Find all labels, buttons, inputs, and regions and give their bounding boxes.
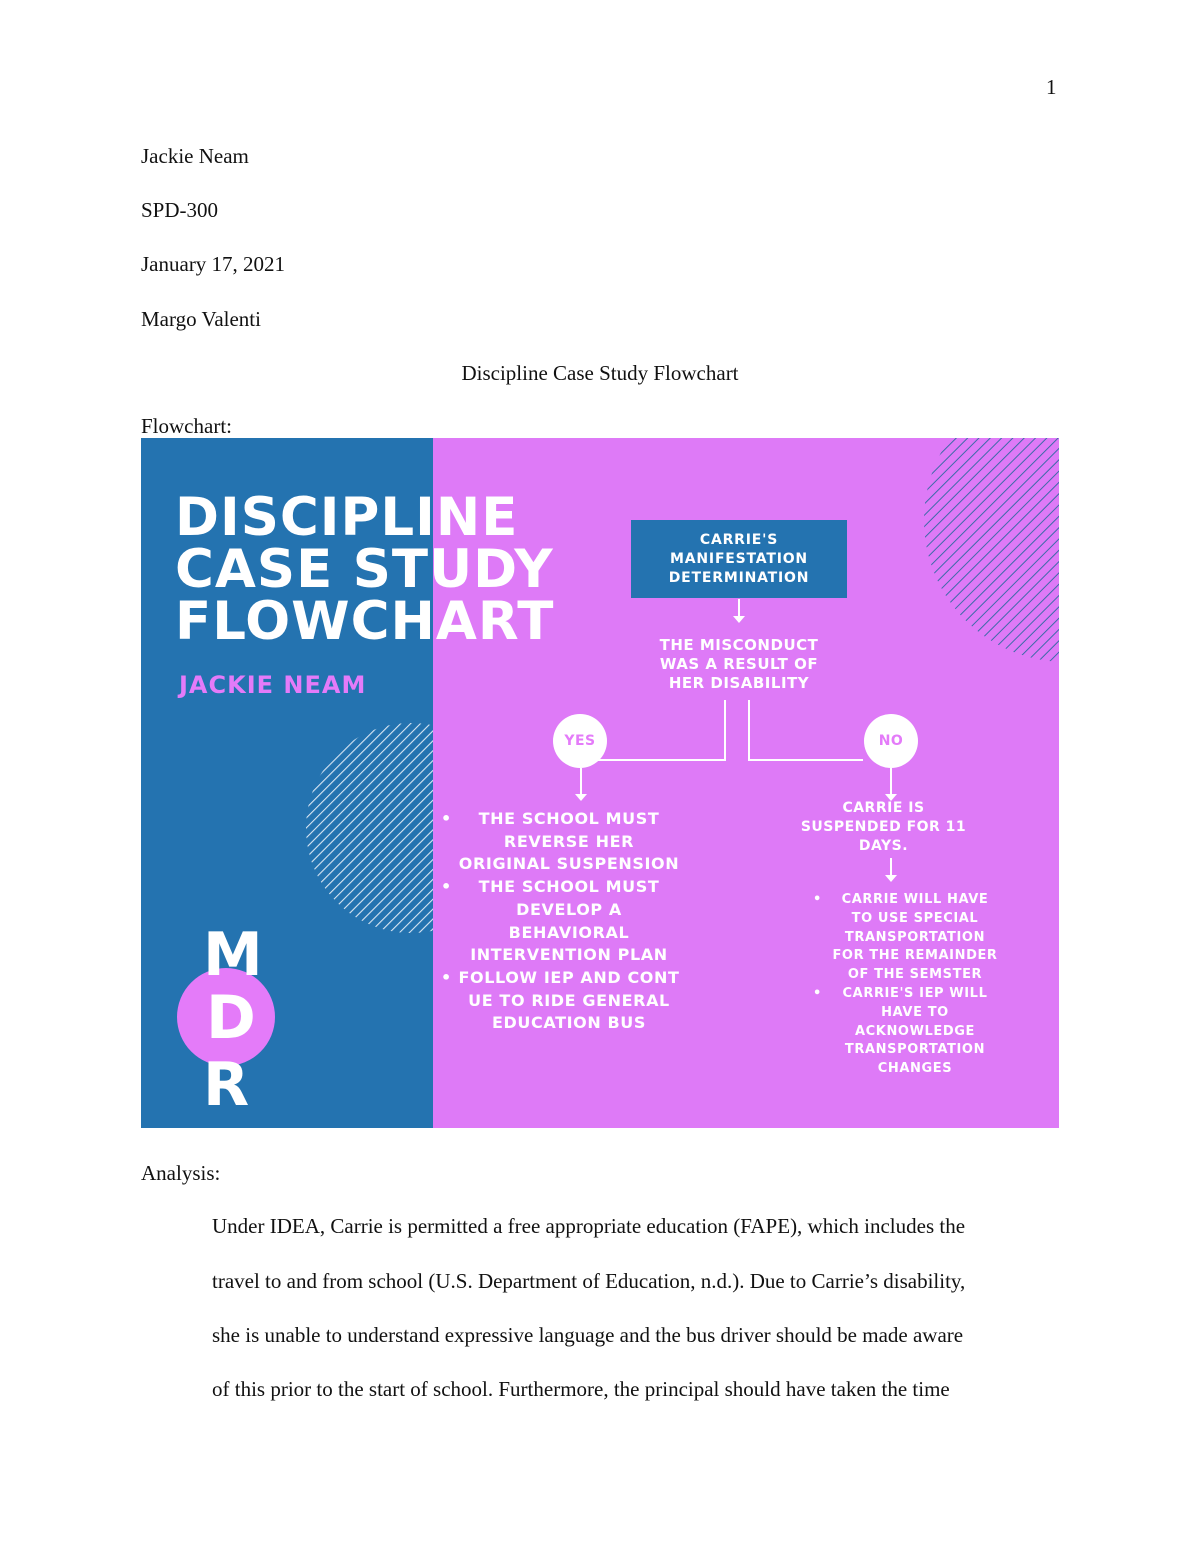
date: January 17, 2021: [141, 252, 286, 276]
connector-yes-horizontal: [580, 759, 726, 761]
no-outcome-item: • CARRIE'S IEP WILL HAVE TO ACKNOWLEDGE TRANSPORTATION CHANGES: [813, 985, 988, 1077]
analysis-line-2: travel to and from school (U.S. Department of Education, n.d.). Due to Carrie’s disability,: [212, 1269, 966, 1293]
question-text: THE MISCONDUCT WAS A RESULT OF HER DISABILITY: [659, 636, 819, 692]
course-code: SPD-300: [141, 198, 219, 222]
arrowhead-no-result: [885, 875, 897, 882]
manifestation-determination-box: [631, 520, 847, 598]
page-number: 1: [1046, 75, 1057, 99]
mdr-letter-r: R: [203, 1050, 250, 1120]
mdr-letter-m: M: [203, 920, 263, 990]
no-circle: NO: [864, 714, 918, 768]
no-outcome-text: CARRIE WILL HAVE TO USE SPECIAL TRANSPORTATION FOR THE REMAINDER OF THE SEMSTER: [832, 892, 998, 983]
hatch-circle-top-right: [924, 438, 1059, 662]
no-outcome-item: • CARRIE WILL HAVE TO USE SPECIAL TRANSPORTATION FOR THE REMAINDER OF THE SEMSTER: [813, 892, 998, 983]
flowchart-label: Flowchart:: [141, 414, 232, 438]
yes-outcomes-list: [441, 808, 681, 1035]
instructor-name: Margo Valenti: [141, 307, 261, 331]
graphic-author: JACKIE NEAM: [179, 671, 367, 699]
arrowhead-box: [733, 616, 745, 623]
author-name: Jackie Neam: [141, 144, 249, 168]
yes-outcome-text: THE SCHOOL MUST DEVELOP A BEHAVIORAL INTERVENTION PLAN: [470, 877, 668, 965]
graphic-title-line-2: CASE STUDY: [175, 539, 554, 600]
connector-no-vertical: [748, 700, 750, 761]
graphic-title-line-1: DISCIPLINE: [175, 487, 519, 548]
mdr-letter-d: D: [206, 983, 256, 1053]
analysis-line-1: Under IDEA, Carrie is permitted a free appropriate education (FAPE), which includes the: [212, 1214, 966, 1238]
yes-outcome-item: • FOLLOW IEP AND CONT UE TO RIDE GENERAL EDUCATION BUS: [441, 967, 680, 1033]
analysis-label: Analysis:: [141, 1161, 221, 1185]
no-outcome-text: CARRIE'S IEP WILL HAVE TO ACKNOWLEDGE TRANSPORTATION CHANGES: [842, 985, 988, 1077]
page-title: Discipline Case Study Flowchart: [461, 361, 739, 385]
flowchart-graphic: [141, 438, 1059, 1128]
no-result-text: CARRIE IS SUSPENDED FOR 11 DAYS.: [800, 800, 967, 854]
connector-yes-vertical: [724, 700, 726, 761]
no-outcomes-list: [813, 891, 1001, 1079]
graphic-title-line-3: FLOWCHART: [175, 591, 555, 652]
yes-outcome-text: FOLLOW IEP AND CONT UE TO RIDE GENERAL EDUCATION BUS: [458, 967, 680, 1033]
analysis-line-4: of this prior to the start of school. Furthermore, the principal should have taken the time: [212, 1377, 950, 1401]
yes-outcome-text: THE SCHOOL MUST REVERSE HER ORIGINAL SUSPENSION: [458, 809, 680, 874]
manifestation-determination-text: CARRIE'S MANIFESTATION DETERMINATION: [668, 531, 810, 586]
yes-outcome-item: • THE SCHOOL MUST REVERSE HER ORIGINAL SUSPENSION: [441, 809, 680, 874]
analysis-line-3: she is unable to understand expressive language and the bus driver should be made aware: [212, 1323, 964, 1347]
arrowhead-yes: [575, 794, 587, 801]
yes-outcome-item: • THE SCHOOL MUST DEVELOP A BEHAVIORAL INTERVENTION PLAN: [441, 877, 668, 965]
yes-circle: YES: [553, 714, 607, 768]
connector-no-horizontal: [748, 759, 863, 761]
